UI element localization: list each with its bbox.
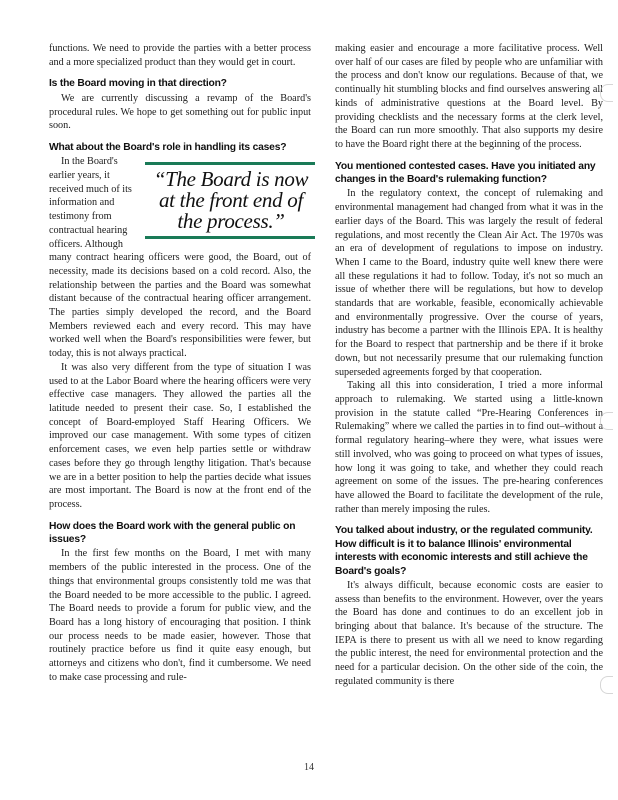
question-general-public: How does the Board work with the general public on issues? [49, 520, 296, 546]
question-board-role: What about the Board's role in handling its cases? [49, 141, 287, 153]
binder-hole-mark [600, 412, 613, 430]
answer-contested-cases-2: Taking all this into consideration, I tried a more informal approach to rulemaking. We started using a little-known provision in the statute called “Pre-Hearing Conferences in Rulemaking” where we called the parties in to find out–without a formal regulatory hearing–where they were, what issues were still involved, who was going to proceed on what types of issues, how long it was going to take, and whether they could reach agreement on some of the issues. The pre-hearing conferences have allowed the Board to facilitate the development of the rule, rather than merely imposing the rules. [335, 380, 603, 515]
answer-direction: We are currently discussing a revamp of the Board's procedural rules. We hope to get something out for public input soon. [49, 92, 311, 132]
left-column [49, 42, 311, 684]
binder-hole-mark [600, 84, 613, 102]
answer-general-public: In the first few months on the Board, I met with many members of the public interested in the process. One of the things that environmental groups consistently told me was that the Board needed to be more accessible to the public. I agreed. The Board needs to provide a forum for public view, and the Board has a long history of encouraging that position. I think our process needs to be made easier, however. Those that routinely practice before us find it quite easy enough, but attorneys and citizens who don't, find it cumbersome. We need to make case processing and rule- [49, 548, 311, 683]
pull-quote-bottom-rule [145, 236, 315, 239]
answer-board-role: many contract hearing officers were good, the Board, out of necessity, made its decisions based on a cold record. Also, the relationship between the parties and the Board was somewhat distant because of the contractual hearing officer arrangement. The parties simply developed the record, and the Board Members reviewed each and every record. This may have worked well when the Board's responsibilities were fewer, but today, this is not always practical. [49, 252, 311, 360]
answer-board-role-wrapped: In the Board's earlier years, it received much of its information and testimony from contractual hearing officers. Although [49, 156, 132, 250]
answer-board-role-2: It was also very different from the type of situation I was used to at the Labor Board where the hearing officers were very effective case managers. They allowed the parties all the latitude needed to present their case. So, I established the concept of Board-employed Staff Hearing Officers. We improved our case management. With some types of citizen enforcement cases, we even help parties settle or withdraw cases before they go through lengthy litigation. That's because we are in a better position to help the parties decide what issues are most important. The Board is now at the front end of the process. [49, 361, 311, 510]
binder-hole-mark [600, 676, 613, 694]
answer-contested-cases-1: In the regulatory context, the concept of rulemaking and environmental management had changed from what it was in the earlier days of the Board. This was largely the result of federal regulations, and most recently the Clean Air Act. The 1970s was an era of development of regulations to impose on industry. When I came to the Board, industry quite well knew there were all these regulations it had to follow. Today, it's not so much an issue of whether there will be regulations, but how to develop standards that are workable, feasible, economically achievable and environmentally progressive. Over the course of years, industry has become a partner with the Illinois EPA. It is healthy for the Board to respect that partnership and be there if it broke down, but not necessarily presume that our rulemaking function superseded agreements forged by that cooperation. [335, 188, 603, 378]
question-contested-cases: You mentioned contested cases. Have you initiated any changes in the Board's rulemaking function? [335, 160, 596, 186]
question-direction: Is the Board moving in that direction? [49, 78, 227, 90]
paragraph-intro: functions. We need to provide the parties with a better process and a more specialized product than they would get in court. [49, 43, 311, 68]
paragraph-continued: making easier and encourage a more facilitative process. Well over half of our cases are filed by people who are unfamiliar with the process and don't know our regulations. Because of that, we continually hit stumbling blocks and find ourselves answering all kinds of administrative questions at the Board level. By providing checklists and the necessary forms at the clerk level, the Board can run more smoothly. That also supports my desire to have the Board right there at the beginning of the process. [335, 43, 603, 150]
pull-quote [145, 155, 315, 245]
answer-industry-balance: It's always difficult, because economic costs are easier to assess than benefits to the environment. However, over the years the Board has done and continues to do an excellent job in bringing about that balance. It's because of the structure. The IEPA is there to present us with all we need to know regarding the public interest, the need for environmental protection and the need for a particular decision. On the other side of the coin, the regulated community is there [335, 579, 603, 687]
right-column [335, 42, 603, 689]
question-industry-balance: You talked about industry, or the regulated community. How difficult is it to balance Illinois' environmental interests with economic interests and still achieve the Board's goals? [335, 525, 593, 577]
pull-quote-text: “The Board is now at the front end of the process.” [153, 167, 309, 234]
pull-quote-top-rule [145, 162, 315, 165]
page-number: 14 [304, 762, 314, 773]
pullquote-wrap-zone [49, 155, 311, 251]
